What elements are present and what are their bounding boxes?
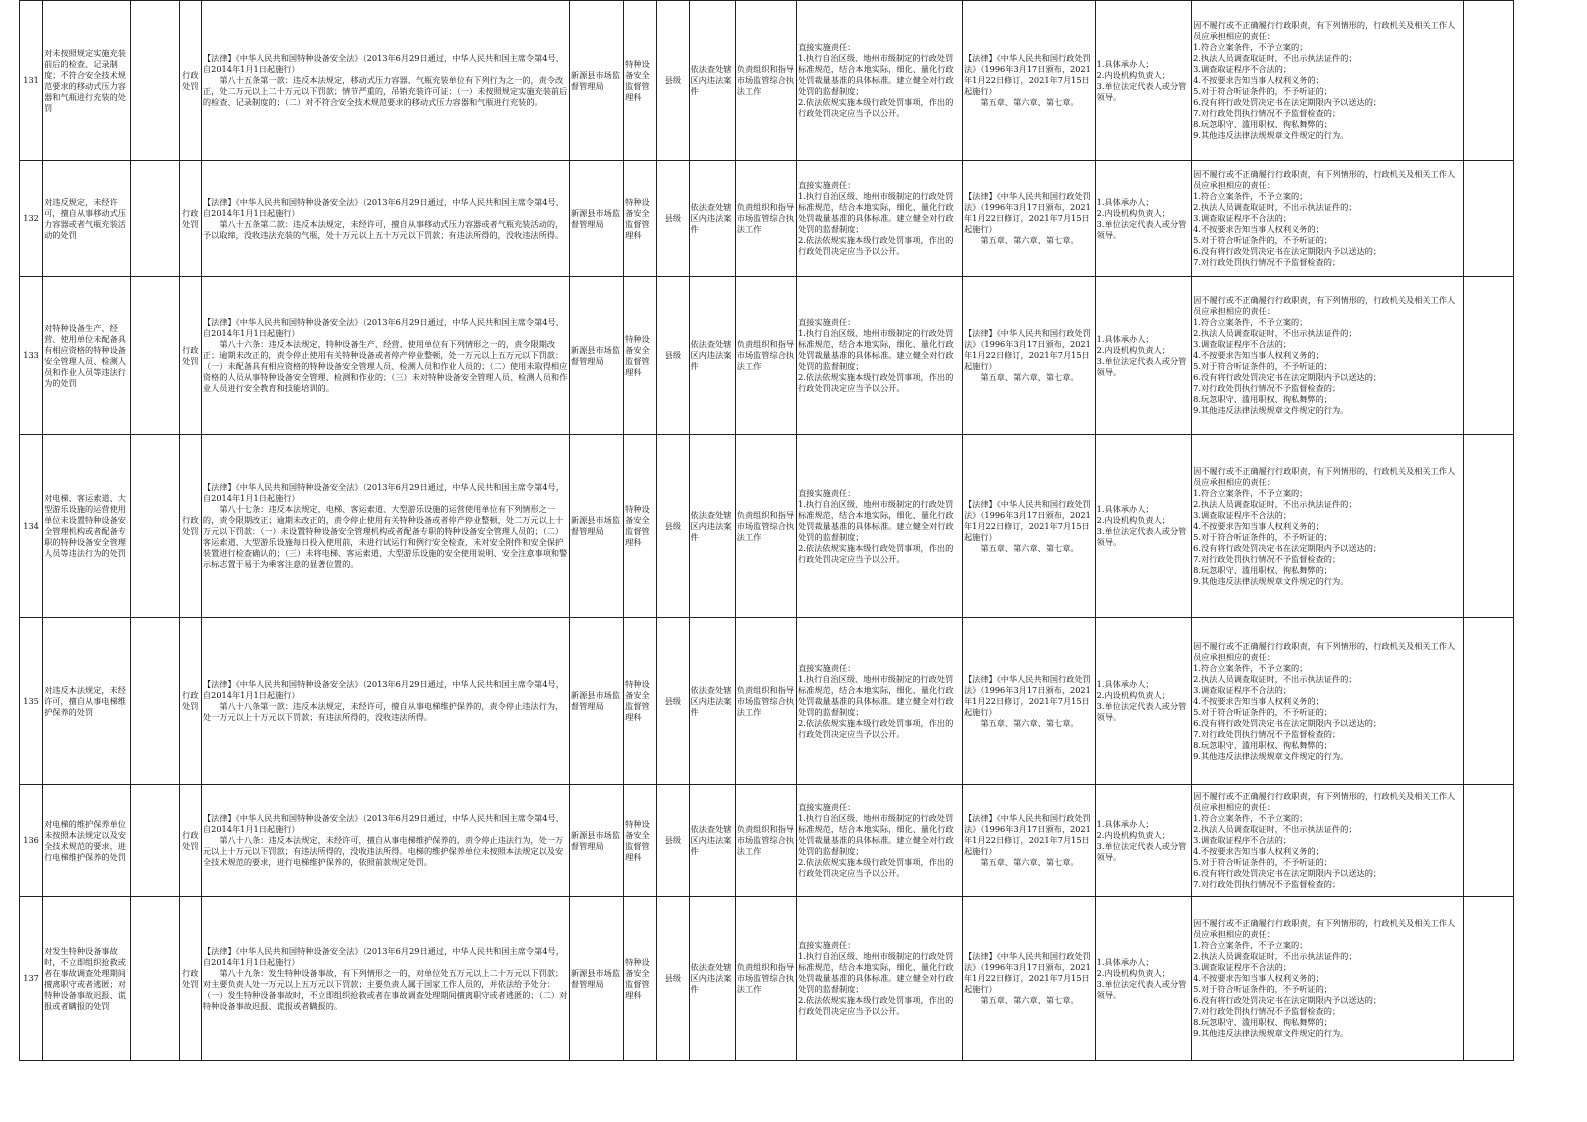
row-number: 133: [20, 277, 43, 435]
legal-basis-article: 第八十六条：违反本法规定，特种设备生产、经营、使用单位有下列情形之一的，责令限期改正；逾期未改正的，责令停止使用有关特种设备或者停产停业整顿，处一万元以上五万元以下罚款：（一）未配备具有相应资格的特种设备安全管理人员、检测人员和作业人员的；（二）使用未取得相应资格的人员从事特种设备安全管理、检测和作业的；（三）未对特种设备安全管理人员、检测人员和作业人员进行安全教育和技能培训的。: [202, 339, 568, 393]
table-body: [20, 1, 1514, 1061]
legal-basis: [201, 161, 569, 277]
row-number: 132: [20, 161, 43, 277]
enforcement-scope: 依法查处辖区内违法案件: [689, 618, 735, 785]
sub-item: [130, 785, 179, 897]
implementing-department: 新源县市场监督管理局: [569, 897, 623, 1061]
row-number: 131: [20, 1, 43, 161]
accountability-situations: 因不履行或不正确履行行政职责，有下列情形的，行政机关及相关工作人员应承担相应的责任： 1.符合立案条件，不予立案的； 2.执法人员调查取证时，不出示执法证件的； 3.调查取证程序不合法的； 4.不按要求告知当事人权利义务的； 5.对于符合听证条件的，不予听证的； 6.没有将行政处罚决定书在法定期限内予以送达的； 7.对行政处罚执行情况不予监督检查的； 8.玩忽职守、滥用职权、徇私舞弊的； 9.其他违反法律法规规章文件规定的行为。: [1192, 1, 1463, 161]
duty-task: 负责组织和指导市场监管综合执法工作: [735, 161, 796, 277]
accountability-situations: 因不履行或不正确履行行政职责，有下列情形的，行政机关及相关工作人员应承担相应的责任： 1.符合立案条件，不予立案的； 2.执法人员调查取证时，不出示执法证件的； 3.调查取证程序不合法的； 4.不按要求告知当事人权利义务的； 5.对于符合听证条件的，不予听证的； 6.没有将行政处罚决定书在法定期限内予以送达的； 7.对行政处罚执行情况不予监督检查的； 8.玩忽职守、滥用职权、徇私舞弊的； 9.其他违反法律法规规章文件规定的行为。: [1192, 618, 1463, 785]
duty-task: 负责组织和指导市场监管综合执法工作: [735, 618, 796, 785]
table-row: [20, 785, 1514, 897]
power-type: 行政处罚: [179, 897, 201, 1061]
duty-task: 负责组织和指导市场监管综合执法工作: [735, 435, 796, 618]
legal-basis-heading: 【法律】《中华人民共和国特种设备安全法》（2013年6月29日通过，中华人民共和国主席令第4号，自2014年1月1日起施行）: [202, 53, 564, 74]
accountability-law-heading: 【法律】《中华人民共和国行政处罚法》（1996年3月17日颁布，2021年1月22日修订，2021年7月15日起施行）: [963, 498, 1091, 542]
legal-basis-heading: 【法律】《中华人民共和国特种设备安全法》（2013年6月29日通过，中华人民共和国主席令第4号，自2014年1月1日起施行）: [202, 482, 564, 503]
accountability-basis: [962, 435, 1095, 618]
legal-basis-heading: 【法律】《中华人民共和国特种设备安全法》（2013年6月29日通过，中华人民共和国主席令第4号，自2014年1月1日起施行）: [202, 945, 564, 967]
item-name: 对未按照规定实施充装前后的检查、记录制度；不符合安全技术规范要求的移动式压力容器和气瓶进行充装的处罚: [43, 1, 130, 161]
accountability-law-heading: 【法律】《中华人民共和国行政处罚法》（1996年3月17日颁布，2021年1月22日修订，2021年7月15日起施行）: [963, 53, 1091, 96]
power-type: 行政处罚: [179, 785, 201, 897]
accountability-situations: 因不履行或不正确履行行政职责，有下列情形的，行政机关及相关工作人员应承担相应的责任： 1.符合立案条件，不予立案的； 2.执法人员调查取证时，不出示执法证件的； 3.调查取证程序不合法的； 4.不按要求告知当事人权利义务的； 5.对于符合听证条件的，不予听证的； 6.没有将行政处罚决定书在法定期限内予以送达的； 7.对行政处罚执行情况不予监督检查的；: [1192, 161, 1463, 277]
power-type: 行政处罚: [179, 435, 201, 618]
accountability-law-chapters: 第五章、第六章、第七章。: [980, 995, 1079, 1005]
sub-item: [130, 618, 179, 785]
enforcement-scope: 依法查处辖区内违法案件: [689, 435, 735, 618]
implementing-department: 新源县市场监督管理局: [569, 618, 623, 785]
accountability-situations: 因不履行或不正确履行行政职责，有下列情形的，行政机关及相关工作人员应承担相应的责任： 1.符合立案条件，不予立案的； 2.执法人员调查取证时，不出示执法证件的； 3.调查取证程序不合法的； 4.不按要求告知当事人权利义务的； 5.对于符合听证条件的，不予听证的； 6.没有将行政处罚决定书在法定期限内予以送达的； 7.对行政处罚执行情况不予监督检查的； 8.玩忽职守、滥用职权、徇私舞弊的； 9.其他违反法律法规规章文件规定的行为。: [1192, 897, 1463, 1061]
accountability-law-chapters: 第五章、第六章、第七章。: [980, 857, 1079, 867]
enforcement-scope: 依法查处辖区内违法案件: [689, 161, 735, 277]
responsibility-items: 直接实施责任： 1.执行自治区级、地州市级制定的行政处罚标准规范，结合本地实际，细化、量化行政处罚裁量基准的具体标准。建立健全对行政处罚的监督制度； 2.依法依规实施本级行政处罚事项，作出的行政处罚决定应当予以公开。: [797, 1, 963, 161]
accountability-law-heading: 【法律】《中华人民共和国行政处罚法》（1996年3月17日颁布，2021年1月22日修订，2021年7月15日起施行）: [963, 951, 1091, 994]
enforcement-scope: 依法查处辖区内违法案件: [689, 1, 735, 161]
sub-item: [130, 277, 179, 435]
administrative-level: 县级: [657, 618, 689, 785]
sub-item: [130, 161, 179, 277]
sub-item: [130, 1, 179, 161]
implementing-department: 新源县市场监督管理局: [569, 161, 623, 277]
legal-basis: [201, 785, 569, 897]
duty-task: 负责组织和指导市场监管综合执法工作: [735, 1, 796, 161]
accountability-subject: 1.具体承办人； 2.内设机构负责人； 3.单位法定代表人或分管领导。: [1095, 785, 1192, 897]
item-name: 对特种设备生产、经营、使用单位未配备具有相应资格的特种设备安全管理人员、检测人员和作业人员等违法行为的处罚: [43, 277, 130, 435]
accountability-law-heading: 【法律】《中华人民共和国行政处罚法》（1996年3月17日颁布，2021年1月22日修订，2021年7月15日起施行）: [963, 191, 1091, 234]
accountability-situations: 因不履行或不正确履行行政职责，有下列情形的，行政机关及相关工作人员应承担相应的责任： 1.符合立案条件，不予立案的； 2.执法人员调查取证时，不出示执法证件的； 3.调查取证程序不合法的； 4.不按要求告知当事人权利义务的； 5.对于符合听证条件的，不予听证的； 6.没有将行政处罚决定书在法定期限内予以送达的； 7.对行政处罚执行情况不予监督检查的；: [1192, 785, 1463, 897]
power-type: 行政处罚: [179, 277, 201, 435]
legal-basis: [201, 277, 569, 435]
item-name: 对电梯的维护保养单位未按照本法规定以及安全技术规范的要求，进行电梯维护保养的处罚: [43, 785, 130, 897]
administrative-level: 县级: [657, 161, 689, 277]
duty-task: 负责组织和指导市场监管综合执法工作: [735, 785, 796, 897]
item-name: 对发生特种设备事故时，不立即组织抢救或者在事故调查处理期间擅离职守或者逃匿；对特种设备事故迟报、谎报或者瞒报的处罚: [43, 897, 130, 1061]
legal-basis: [201, 897, 569, 1061]
responsibility-items: 直接实施责任： 1.执行自治区级、地州市级制定的行政处罚标准规范，结合本地实际，细化、量化行政处罚裁量基准的具体标准。建立健全对行政处罚的监督制度； 2.依法依规实施本级行政处罚事项，作出的行政处罚决定应当予以公开。: [797, 435, 963, 618]
administrative-level: 县级: [657, 277, 689, 435]
legal-basis-heading: 【法律】《中华人民共和国特种设备安全法》（2013年6月29日通过，中华人民共和国主席令第4号，自2014年1月1日起施行）: [202, 317, 564, 338]
administrative-level: 县级: [657, 897, 689, 1061]
duty-task: 负责组织和指导市场监管综合执法工作: [735, 897, 796, 1061]
power-type: 行政处罚: [179, 161, 201, 277]
accountability-situations: 因不履行或不正确履行行政职责，有下列情形的，行政机关及相关工作人员应承担相应的责任： 1.符合立案条件，不予立案的； 2.执法人员调查取证时，不出示执法证件的； 3.调查取证程序不合法的； 4.不按要求告知当事人权利义务的； 5.对于符合听证条件的，不予听证的； 6.没有将行政处罚决定书在法定期限内予以送达的； 7.对行政处罚执行情况不予监督检查的； 8.玩忽职守、滥用职权、徇私舞弊的； 9.其他违反法律法规规章文件规定的行为。: [1192, 435, 1463, 618]
implementing-department: 新源县市场监督管理局: [569, 435, 623, 618]
table-row: [20, 897, 1514, 1061]
legal-basis-article: 第八十七条：违反本法规定，电梯、客运索道、大型游乐设施的运营使用单位有下列情形之一的，责令限期改正；逾期未改正的，责令停止使用有关特种设备或者停产停业整顿，处二万元以上十万元以下罚款：（一）未设置特种设备安全管理机构或者配备专职的特种设备安全管理人员的；（二）客运索道、大型游乐设施每日投入使用前，未进行试运行和例行安全检查，未对安全附件和安全保护装置进行检查确认的；（三）未将电梯、客运索道、大型游乐设施的安全使用说明、安全注意事项和警示标志置于易于为乘客注意的显著位置的。: [202, 504, 568, 569]
legal-basis-article: 第八十九条：发生特种设备事故，有下列情形之一的，对单位处五万元以上二十万元以下罚款；对主要负责人处一万元以上五万元以下罚款；主要负责人属于国家工作人员的，并依法给予处分：（一）发生特种设备事故时，不立即组织抢救或者在事故调查处理期间擅离职守或者逃匿的；（二）对特种设备事故迟报、谎报或者瞒报的。: [202, 967, 568, 1011]
table-row: [20, 277, 1514, 435]
row-number: 135: [20, 618, 43, 785]
responsible-office: 特种设备安全监督管理科: [624, 897, 657, 1061]
accountability-subject: 1.具体承办人； 2.内设机构负责人； 3.单位法定代表人或分管领导。: [1095, 897, 1192, 1061]
remarks: [1463, 161, 1513, 277]
row-number: 137: [20, 897, 43, 1061]
sub-item: [130, 897, 179, 1061]
implementing-department: 新源县市场监督管理局: [569, 277, 623, 435]
item-name: 对违反规定，未经许可，擅自从事移动式压力容器或者气瓶充装活动的处罚: [43, 161, 130, 277]
responsible-office: 特种设备安全监督管理科: [624, 277, 657, 435]
legal-basis-article: 第八十八条：违反本法规定，未经许可，擅自从事电梯维护保养的，责令停止违法行为，处一万元以上十万元以下罚款；有违法所得的，没收违法所得。电梯的维护保养单位未按照本法规定以及安全技术规范的要求，进行电梯维护保养的，依照前款规定处罚。: [202, 835, 564, 867]
power-type: 行政处罚: [179, 1, 201, 161]
sub-item: [130, 435, 179, 618]
table-row: [20, 161, 1514, 277]
accountability-law-heading: 【法律】《中华人民共和国行政处罚法》（1996年3月17日颁布，2021年1月22日修订，2021年7月15日起施行）: [963, 328, 1091, 371]
table-row: [20, 1, 1514, 161]
responsibility-items: 直接实施责任： 1.执行自治区级、地州市级制定的行政处罚标准规范，结合本地实际，细化、量化行政处罚裁量基准的具体标准。建立健全对行政处罚的监督制度； 2.依法依规实施本级行政处罚事项，作出的行政处罚决定应当予以公开。: [797, 897, 963, 1061]
accountability-situations: 因不履行或不正确履行行政职责，有下列情形的，行政机关及相关工作人员应承担相应的责任： 1.符合立案条件，不予立案的； 2.执法人员调查取证时，不出示执法证件的； 3.调查取证程序不合法的； 4.不按要求告知当事人权利义务的； 5.对于符合听证条件的，不予听证的； 6.没有将行政处罚决定书在法定期限内予以送达的； 7.对行政处罚执行情况不予监督检查的； 8.玩忽职守、滥用职权、徇私舞弊的； 9.其他违反法律法规规章文件规定的行为。: [1192, 277, 1463, 435]
responsible-office: 特种设备安全监督管理科: [624, 785, 657, 897]
responsible-office: 特种设备安全监督管理科: [624, 161, 657, 277]
item-name: 对违反本法规定，未经许可，擅自从事电梯维护保养的处罚: [43, 618, 130, 785]
power-type: 行政处罚: [179, 618, 201, 785]
accountability-subject: 1.具体承办人； 2.内设机构负责人； 3.单位法定代表人或分管领导。: [1095, 1, 1192, 161]
implementing-department: 新源县市场监督管理局: [569, 785, 623, 897]
legal-basis-article: 第八十五条第一款：违反本法规定，移动式压力容器、气瓶充装单位有下列行为之一的，责令改正，处二万元以上二十万元以下罚款；情节严重的，吊销充装许可证：（一）未按照规定实施充装前后的检查、记录制度的；（二）对不符合安全技术规范要求的移动式压力容器和气瓶进行充装的。: [202, 75, 568, 107]
accountability-subject: 1.具体承办人； 2.内设机构负责人； 3.单位法定代表人或分管领导。: [1095, 435, 1192, 618]
item-name: 对电梯、客运索道、大型游乐设施的运营使用单位未设置特种设备安全管理机构或者配备专职的特种设备安全管理人员等违法行为的处罚: [43, 435, 130, 618]
accountability-law-heading: 【法律】《中华人民共和国行政处罚法》（1996年3月17日颁布，2021年1月22日修订，2021年7月15日起施行）: [963, 813, 1091, 856]
duty-task: 负责组织和指导市场监管综合执法工作: [735, 277, 796, 435]
table-row: [20, 618, 1514, 785]
legal-basis-article: 第八十八条第一款：违反本法规定，未经许可，擅自从事电梯维护保养的，责令停止违法行为，处一万元以上十万元以下罚款；有违法所得的，没收违法所得。: [202, 701, 564, 722]
legal-basis-heading: 【法律】《中华人民共和国特种设备安全法》（2013年6月29日通过，中华人民共和国主席令第4号，自2014年1月1日起施行）: [202, 679, 564, 700]
administrative-level: 县级: [657, 785, 689, 897]
legal-basis-heading: 【法律】《中华人民共和国特种设备安全法》（2013年6月29日通过，中华人民共和国主席令第4号，自2014年1月1日起施行）: [202, 813, 564, 834]
remarks: [1463, 897, 1513, 1061]
accountability-basis: [962, 161, 1095, 277]
responsibility-items: 直接实施责任： 1.执行自治区级、地州市级制定的行政处罚标准规范，结合本地实际，细化、量化行政处罚裁量基准的具体标准。建立健全对行政处罚的监督制度； 2.依法依规实施本级行政处罚事项，作出的行政处罚决定应当予以公开。: [797, 785, 963, 897]
legal-basis-heading: 【法律】《中华人民共和国特种设备安全法》（2013年6月29日通过，中华人民共和国主席令第4号，自2014年1月1日起施行）: [202, 196, 564, 218]
accountability-law-chapters: 第五章、第六章、第七章。: [980, 542, 1079, 553]
enforcement-scope: 依法查处辖区内违法案件: [689, 785, 735, 897]
accountability-basis: [962, 785, 1095, 897]
accountability-basis: [962, 897, 1095, 1061]
accountability-law-chapters: 第五章、第六章、第七章。: [980, 97, 1079, 107]
responsible-office: 特种设备安全监督管理科: [624, 1, 657, 161]
responsibility-table: [19, 0, 1514, 1061]
enforcement-scope: 依法查处辖区内违法案件: [689, 277, 735, 435]
administrative-level: 县级: [657, 435, 689, 618]
remarks: [1463, 618, 1513, 785]
responsibility-items: 直接实施责任： 1.执行自治区级、地州市级制定的行政处罚标准规范，结合本地实际，细化、量化行政处罚裁量基准的具体标准。建立健全对行政处罚的监督制度； 2.依法依规实施本级行政处罚事项，作出的行政处罚决定应当予以公开。: [797, 277, 963, 435]
legal-basis: [201, 1, 569, 161]
accountability-basis: [962, 1, 1095, 161]
accountability-law-chapters: 第五章、第六章、第七章。: [980, 235, 1079, 245]
row-number: 134: [20, 435, 43, 618]
enforcement-scope: 依法查处辖区内违法案件: [689, 897, 735, 1061]
legal-basis: [201, 618, 569, 785]
accountability-law-chapters: 第五章、第六章、第七章。: [980, 717, 1079, 728]
table-row: [20, 435, 1514, 618]
accountability-subject: 1.具体承办人； 2.内设机构负责人； 3.单位法定代表人或分管领导。: [1095, 161, 1192, 277]
responsible-office: 特种设备安全监督管理科: [624, 618, 657, 785]
remarks: [1463, 1, 1513, 161]
administrative-level: 县级: [657, 1, 689, 161]
remarks: [1463, 785, 1513, 897]
legal-basis-article: 第八十五条第二款：违反本法规定，未经许可，擅自从事移动式压力容器或者气瓶充装活动的，予以取缔，没收违法充装的气瓶，处十万元以上五十万元以下罚款；有违法所得的，没收违法所得。: [202, 218, 564, 240]
accountability-basis: [962, 618, 1095, 785]
accountability-law-chapters: 第五章、第六章、第七章。: [980, 372, 1079, 382]
implementing-department: 新源县市场监督管理局: [569, 1, 623, 161]
accountability-basis: [962, 277, 1095, 435]
remarks: [1463, 277, 1513, 435]
responsibility-items: 直接实施责任： 1.执行自治区级、地州市级制定的行政处罚标准规范，结合本地实际，细化、量化行政处罚裁量基准的具体标准。建立健全对行政处罚的监督制度； 2.依法依规实施本级行政处罚事项，作出的行政处罚决定应当予以公开。: [797, 161, 963, 277]
remarks: [1463, 435, 1513, 618]
accountability-subject: 1.具体承办人； 2.内设机构负责人； 3.单位法定代表人或分管领导。: [1095, 618, 1192, 785]
responsible-office: 特种设备安全监督管理科: [624, 435, 657, 618]
responsibility-items: 直接实施责任： 1.执行自治区级、地州市级制定的行政处罚标准规范，结合本地实际，细化、量化行政处罚裁量基准的具体标准。建立健全对行政处罚的监督制度； 2.依法依规实施本级行政处罚事项，作出的行政处罚决定应当予以公开。: [797, 618, 963, 785]
legal-basis: [201, 435, 569, 618]
row-number: 136: [20, 785, 43, 897]
accountability-subject: 1.具体承办人； 2.内设机构负责人； 3.单位法定代表人或分管领导。: [1095, 277, 1192, 435]
accountability-law-heading: 【法律】《中华人民共和国行政处罚法》（1996年3月17日颁布，2021年1月22日修订，2021年7月15日起施行）: [963, 673, 1091, 717]
